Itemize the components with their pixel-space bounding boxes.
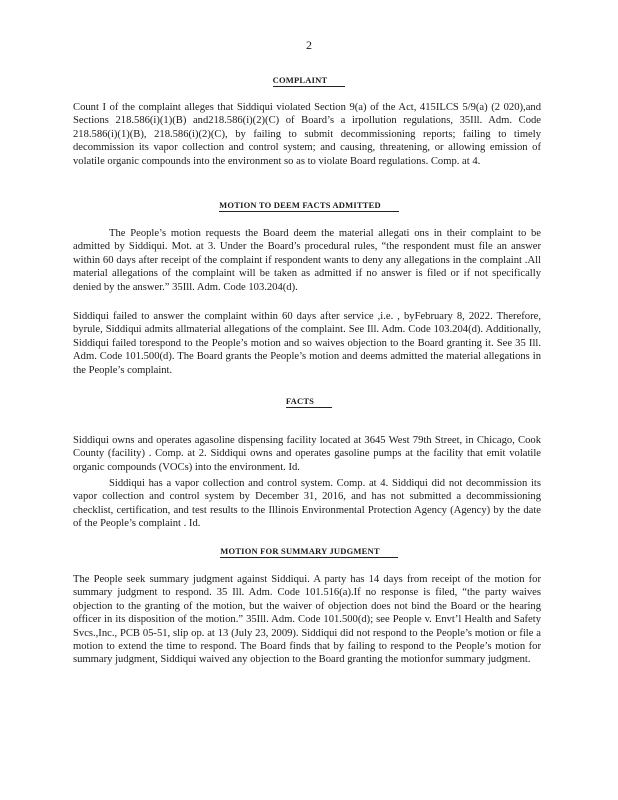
paragraph-complaint-1: Count I of the complaint alleges that Siddiqui violated Section 9(a) of the Act, 415ILCS 5/9(a) (2 020),and Sections 218.586(i)(1)(B) and218.586(i)(2)(C) of Board’s a irpollution regulations, 35Ill. Adm. Code 218.586(i)(1)(B), 218.586(i)(2)(C), by failing to submit decommissioning reports; failing to timely decommission its vapor collection and control system; and causing, threatening, or allowing emission of volatile organic compounds into the environment so as to violate Board regulations. Comp. at 4. (73, 102, 541, 167)
paragraph-motion-summary-1: The People seek summary judgment against Siddiqui. A party has 14 days from receipt of the motion for summary judgment to respond. 35 Ill. Adm. Code 101.516(a).If no response is filed, “the party waives objection to the granting of the motion, but the waiver of objection does not bind the Board or the hearing officer in its disposition of the motion.” 35Ill. Adm. Code 101.500(d); see People v. Envt’l Health and Safety Svcs.,Inc., PCB 05-51, slip op. at 13 (July 23, 2009). Siddiqui did not respond to the People’s motion or file a motion to extend the time to respond. The Board finds that by failing to respond to the People’s motion for summary judgment, Siddiqui waived any objection to the Board granting the motionfor summary judgment. (73, 574, 541, 666)
heading-facts: FACTS (0, 396, 618, 408)
paragraph-facts-2: Siddiqui has a vapor collection and control system. Comp. at 4. Siddiqui did not decommission its vapor collection and control system by December 31, 2016, and has not submitted a decommissioning checklist, certification, and test results to the Illinois Environmental Protection Agency (Agency) by the date of the People’s complaint . Id. (73, 478, 541, 530)
paragraph-motion-deem-1: The People’s motion requests the Board deem the material allegati ons in their complaint to be admitted by Siddiqui. Mot. at 3. Under the Board’s procedural rules, “the respondent must file an answer within 60 days after receipt of the complaint if respondent wants to deny any allegations in the complaint .All material allegations of the complaint will be taken as admitted if no answer is filed or if not specifically denied by the answer.” 35Ill. Adm. Code 103.204(d). (73, 228, 541, 293)
heading-motion-summary-judgment: MOTION FOR SUMMARY JUDGMENT (0, 546, 618, 558)
heading-complaint: COMPLAINT (0, 75, 618, 87)
heading-motion-deem-facts: MOTION TO DEEM FACTS ADMITTED (0, 200, 618, 212)
paragraph-facts-1: Siddiqui owns and operates agasoline dispensing facility located at 3645 West 79th Street, in Chicago, Cook County (facility) . Comp. at 2. Siddiqui owns and operates gasoline pumps at the facility that emit volatile organic compounds (VOCs) into the environment. Id. (73, 435, 541, 473)
paragraph-motion-deem-2: Siddiqui failed to answer the complaint within 60 days after service ,i.e. , byFebruary 8, 2022. Therefore, byrule, Siddiqui admits allmaterial allegations of the complaint. See Ill. Adm. Code 103.204(d). Additionally, Siddiqui failed torespond to the People’s motion and so waives objection to the Board granting it. See 35 Ill. Adm. Code 101.500(d). The Board grants the People’s motion and deems admitted the material allegations in the People’s complaint. (73, 311, 541, 376)
page-number: 2 (306, 38, 312, 52)
